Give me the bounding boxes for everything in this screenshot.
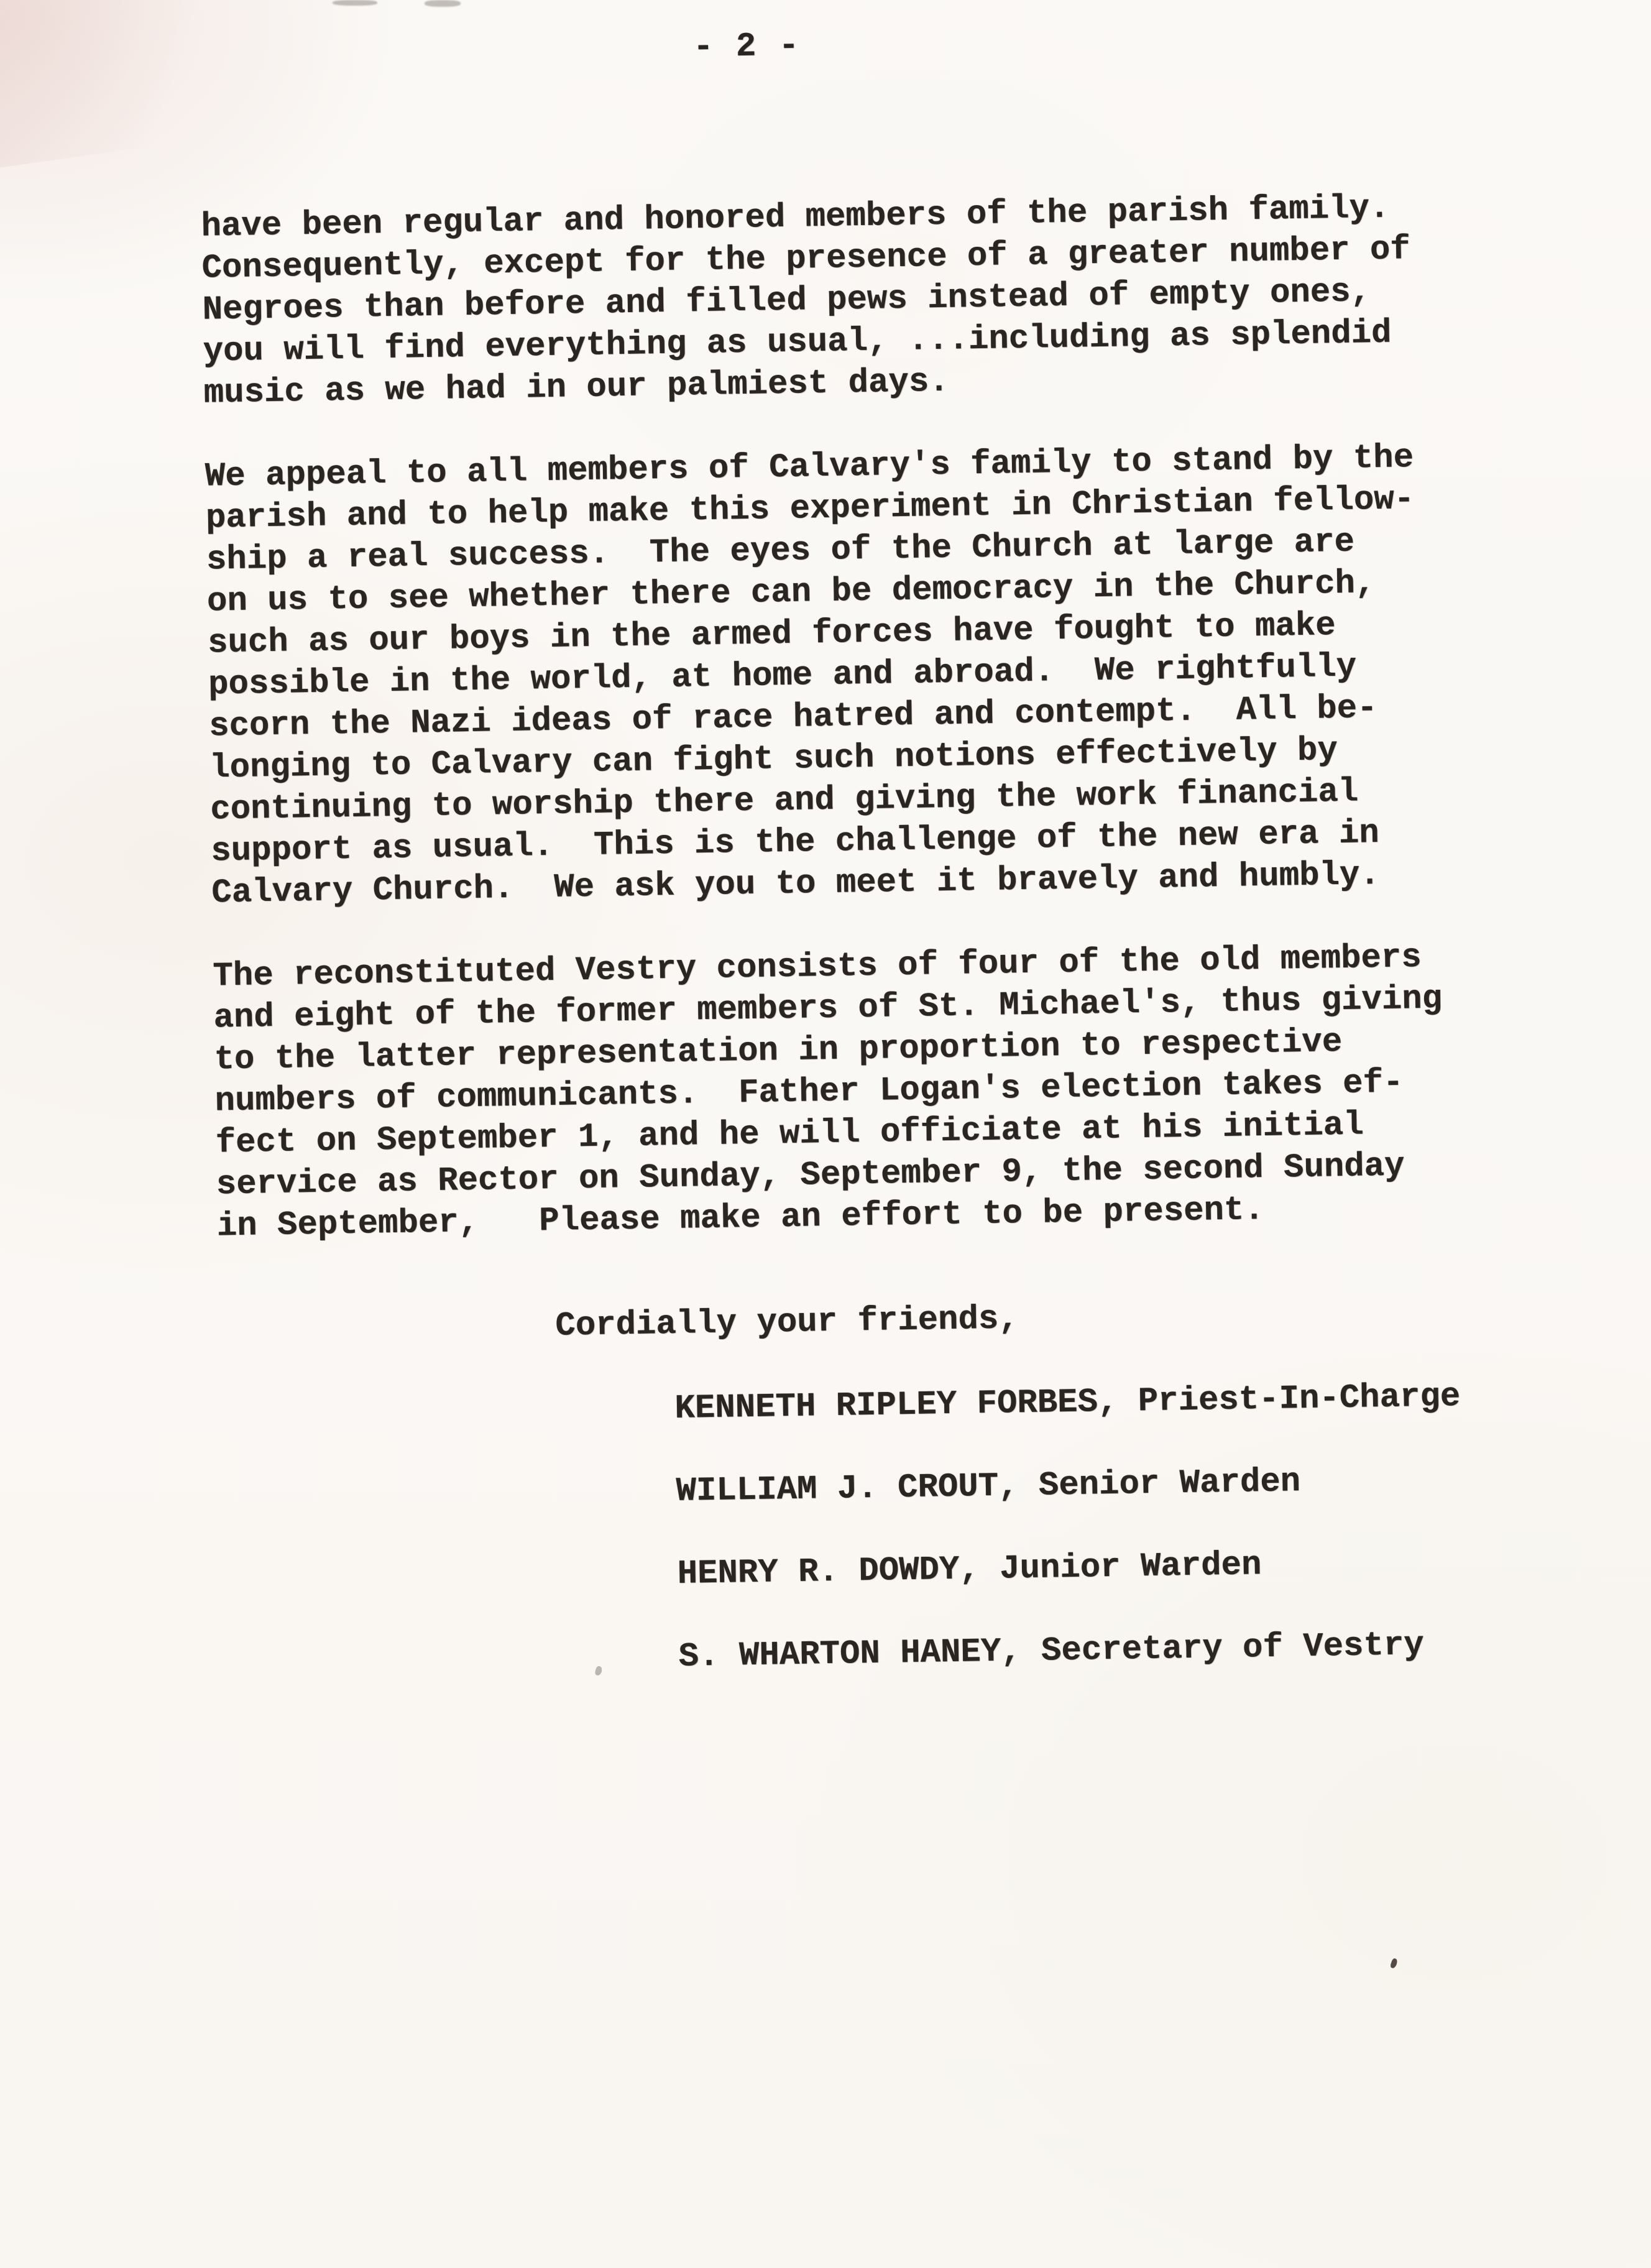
- paragraph-3: The reconstituted Vestry consists of four of the old members and eight of the former members of St. Michael's, thus giving to the latter representation in proportion to respective numbers of communicants. Father Logan's election takes ef- fect on September 1, and he will officiate at his initial service as Rector on Sunday, September 9, the second Sunday in September, Please make an effort to be present.: [213, 938, 1443, 1246]
- signature-senior-warden: WILLIAM J. CROUT, Senior Warden: [676, 1463, 1301, 1511]
- paragraph-1: have been regular and honored members of the parish family. Consequently, except for the presence of a greater number of Negroes than before and filled pews instead of empty ones, you will find everything as usual, ...including as splendid music as we had in our palmiest days.: [201, 189, 1411, 413]
- paragraph-2: We appeal to all members of Calvary's family to stand by the parish and to help make this experiment in Christian fellow- ship a real success. The eyes of the Church at large are on us to see whether there can be democracy in the Church, such as our boys in the armed forces have fought to make possible in the world, at home and abroad. We rightfully scorn the Nazi ideas of race hatred and contempt. All be- longing to Calvary can fight such notions effectively by continuing to worship there and giving the work financial support as usual. This is the challenge of the new era in Calvary Church. We ask you to meet it bravely and humbly.: [205, 439, 1415, 913]
- signature-priest-in-charge: KENNETH RIPLEY FORBES, Priest-In-Charge: [674, 1378, 1461, 1428]
- letter-body: [201, 185, 1548, 1726]
- signature-block: [674, 1375, 1548, 1678]
- page-number: - 2 -: [692, 27, 801, 67]
- closing-salutation: Cordially your friends,: [554, 1300, 1019, 1345]
- scan-speck: [333, 0, 377, 6]
- signature-junior-warden: HENRY R. DOWDY, Junior Warden: [677, 1546, 1262, 1593]
- signature-secretary-of-vestry: S. WHARTON HANEY, Secretary of Vestry: [678, 1626, 1425, 1676]
